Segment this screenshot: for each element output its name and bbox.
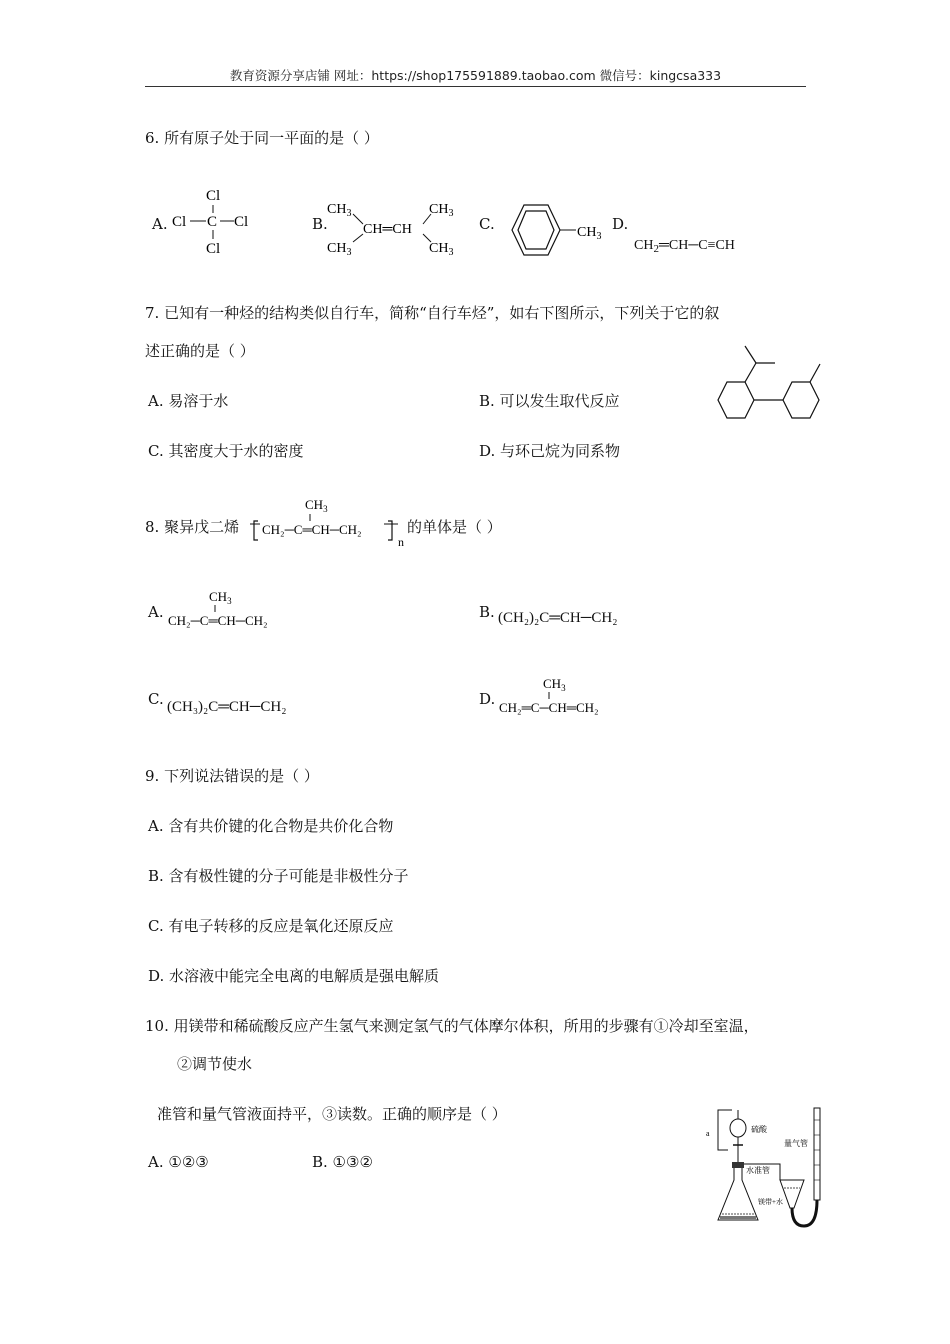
- apparatus-label-water-tube: 水准管: [746, 1166, 770, 1175]
- bicycle-hydrocarbon-structure: [705, 342, 825, 426]
- svg-text:CH3: $CH_3$: [305, 497, 328, 514]
- q7-option-a: A. 易溶于水: [148, 392, 229, 410]
- svg-text:CH3: $CH_3$: [577, 225, 602, 242]
- polymer-chain: CH₂─C═CH─CH₂: [262, 522, 362, 537]
- svg-text:CH3: $CH_3$: [429, 202, 454, 219]
- gas-volume-apparatus: [700, 1100, 835, 1230]
- question-9-stem: 9. 下列说法错误的是（ ）: [145, 767, 319, 785]
- apparatus-label-gas-tube: 量气管: [784, 1139, 808, 1148]
- question-8-stem-suffix: 的单体是（ ）: [407, 518, 502, 536]
- q8-option-a-label: A.: [148, 603, 164, 621]
- polymer-n: n: [398, 535, 404, 549]
- q10-option-a: A. ①②③: [148, 1153, 209, 1171]
- q8-option-b-formula: (CH₂)₂C═CH─CH₂: [498, 610, 618, 626]
- question-10-stem-line1: 10. 用镁带和稀硫酸反应产生氢气来测定氢气的气体摩尔体积，所用的步骤有①冷却至室温，: [145, 1017, 759, 1035]
- q8-option-a-structure: [165, 587, 305, 631]
- question-10-stem-line2: ②调节使水: [177, 1055, 253, 1073]
- polyisoprene-structure: [248, 494, 408, 550]
- c-center: C: [207, 214, 218, 230]
- svg-text:CH3: $CH_3$: [209, 589, 232, 606]
- q7-option-c: C. 其密度大于水的密度: [148, 442, 304, 460]
- question-6-stem: 6. 所有原子处于同一平面的是（ ）: [145, 129, 379, 147]
- q8-option-b-label: B.: [479, 603, 495, 621]
- cl-bottom: Cl: [206, 241, 221, 257]
- question-8-stem-prefix: 8. 聚异戊二烯: [145, 518, 240, 536]
- cl-left: Cl: [172, 214, 187, 230]
- question-7-stem-line1: 7. 已知有一种烃的结构类似自行车，简称“自行车烃”，如右下图所示，下列关于它的叙: [145, 304, 720, 322]
- page-header: 教育资源分享店铺 网址：https://shop175591889.taobao.com 微信号：kingcsa333: [145, 66, 806, 87]
- q6-option-d-label: D.: [612, 215, 629, 233]
- q8-option-d-structure: [496, 674, 646, 718]
- apparatus-label-a: a: [706, 1129, 710, 1138]
- question-7-stem-line2: 述正确的是（ ）: [145, 342, 255, 360]
- q8-d-chain: CH₂═C─CH═CH₂: [499, 700, 599, 715]
- q7-option-d: D. 与环己烷为同系物: [479, 442, 621, 460]
- q6-option-c-label: C.: [479, 215, 495, 233]
- svg-text:CH3: $CH_3$: [429, 241, 454, 258]
- q6-option-b-structure: [325, 198, 465, 260]
- q8-a-chain: CH₂─C═CH─CH₂: [168, 613, 268, 628]
- ch-double-ch: CH═CH: [363, 222, 412, 237]
- q9-option-c: C. 有电子转移的反应是氧化还原反应: [148, 917, 394, 935]
- cl-top: Cl: [206, 188, 221, 204]
- q9-option-a: A. 含有共价键的化合物是共价化合物: [148, 817, 394, 835]
- q8-option-d-label: D.: [479, 690, 496, 708]
- q8-option-c-formula: (CH₃)₂C═CH─CH₂: [167, 699, 287, 715]
- q9-option-b: B. 含有极性键的分子可能是非极性分子: [148, 867, 409, 885]
- svg-text:CH3: $CH_3$: [327, 241, 352, 258]
- q9-option-d: D. 水溶液中能完全电离的电解质是强电解质: [148, 967, 440, 985]
- apparatus-label-acid: 硫酸: [751, 1125, 767, 1134]
- question-10-stem-line3: 准管和量气管液面持平，③读数。正确的顺序是（ ）: [157, 1105, 507, 1123]
- apparatus-label-mg: 镁带+水: [758, 1198, 783, 1206]
- q6-option-a-structure: [168, 183, 258, 259]
- q8-option-c-label: C.: [148, 690, 164, 708]
- q7-option-b: B. 可以发生取代反应: [479, 392, 620, 410]
- q10-option-b: B. ①③②: [312, 1153, 373, 1171]
- q6-option-a-label: A.: [152, 215, 168, 233]
- q6-option-b-label: B.: [312, 215, 328, 233]
- svg-text:CH3: $CH_3$: [543, 676, 566, 693]
- q6-option-c-structure: [496, 203, 611, 259]
- q6-option-d-formula: $CH_2═CH─C\equiv CH$: [634, 238, 735, 255]
- svg-text:CH3: $CH_3$: [327, 202, 352, 219]
- cl-right: Cl: [234, 214, 249, 230]
